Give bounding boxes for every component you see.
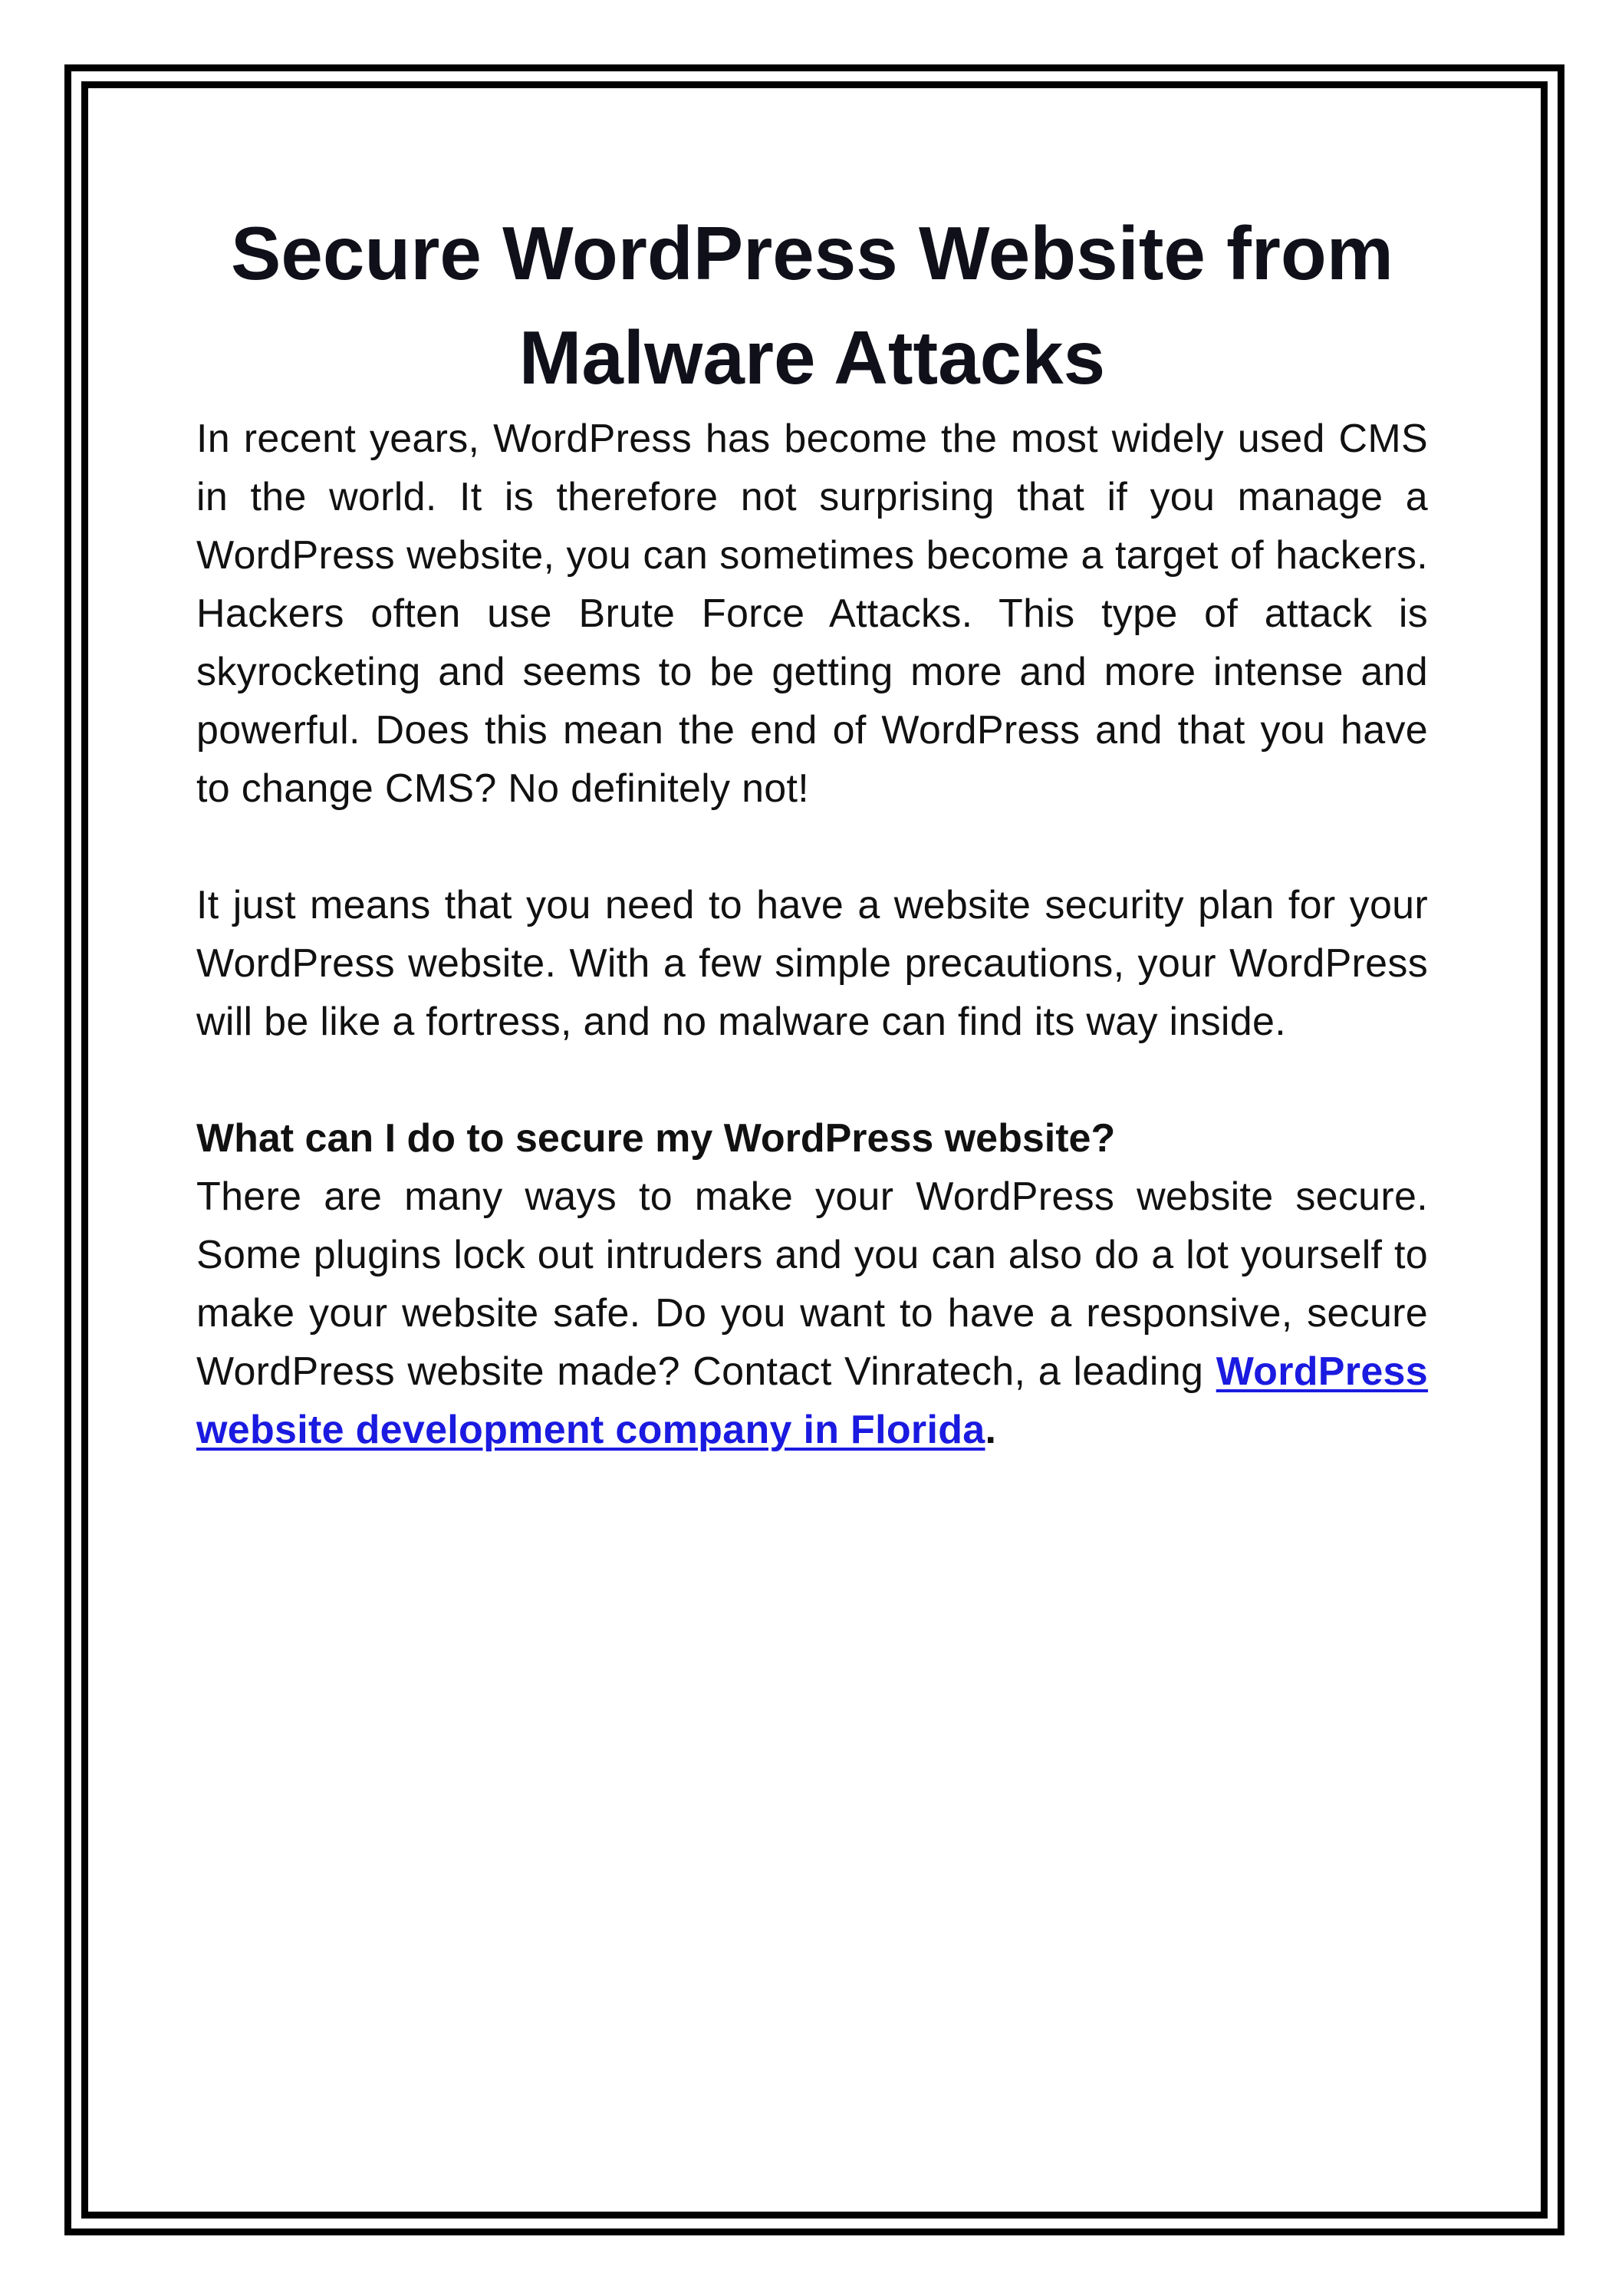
paragraph-spacer xyxy=(196,818,1428,876)
document-body xyxy=(196,201,1428,1459)
company-link[interactable]: WordPress website development company in Florida xyxy=(196,1349,1428,1452)
paragraph-spacer xyxy=(196,1051,1428,1109)
intro-paragraph: In recent years, WordPress has become the most widely used CMS in the world. It is therefore not surprising that if you manage a WordPress website, you can sometimes become a target of hackers. Hackers often use Brute Force Attacks. This type of attack is skyrocketing and seems to be getting more and more intense and powerful. Does this mean the end of WordPress and that you have to change CMS? No definitely not! xyxy=(196,417,1428,811)
section-heading: What can I do to secure my WordPress website? xyxy=(196,1116,1116,1161)
section-paragraph xyxy=(196,1168,1428,1459)
security-plan-paragraph: It just means that you need to have a website security plan for your WordPress website. With a few simple precautions, your WordPress will be like a fortress, and no malware can find its way inside. xyxy=(196,883,1428,1044)
document-title: Secure WordPress Website from Malware Attacks xyxy=(231,211,1393,400)
end-punctuation: . xyxy=(985,1408,997,1452)
section-body-text: There are many ways to make your WordPress website secure. Some plugins lock out intruders and you can also do a lot yourself to make your website safe. Do you want to have a responsive, secure WordPress website made? Contact Vinratech, a leading xyxy=(196,1174,1428,1394)
